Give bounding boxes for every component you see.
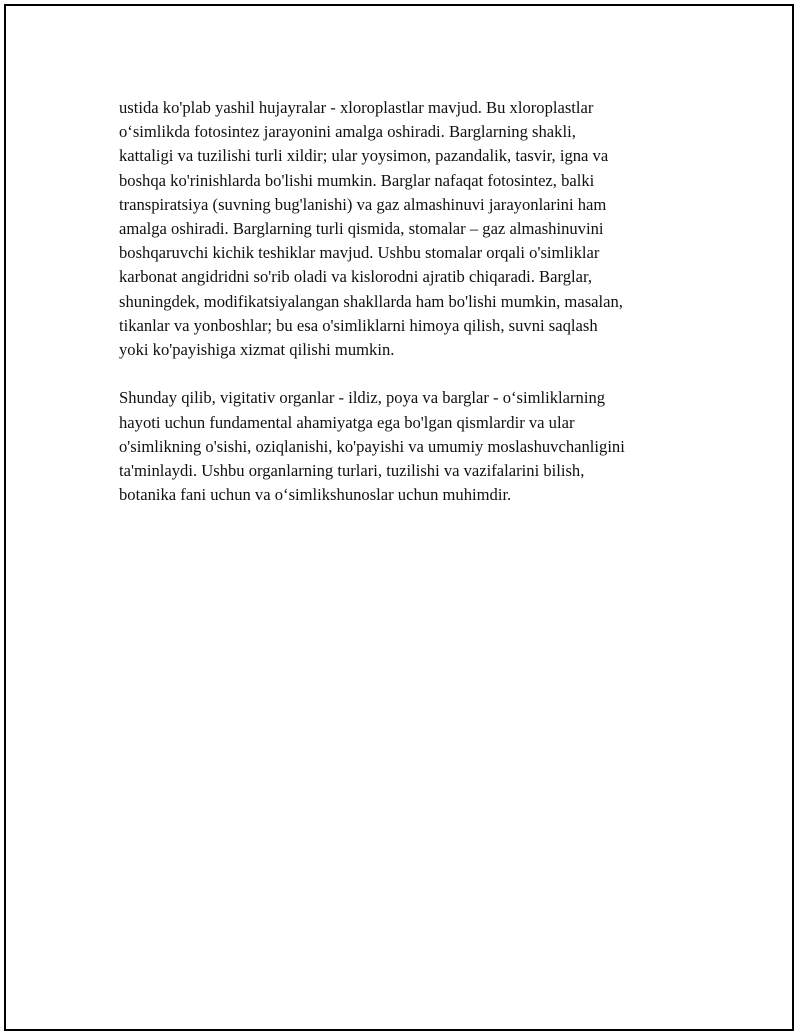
text-line: shuningdek, modifikatsiyalangan shakllarda ham bo'lishi mumkin, masalan, <box>119 291 623 311</box>
text-line: boshqa ko'rinishlarda bo'lishi mumkin. Barglar nafaqat fotosintez, balki <box>119 170 595 190</box>
text-line: kattaligi va tuzilishi turli xildir; ular yoysimon, pazandalik, tasvir, igna va <box>119 146 609 166</box>
text-line: boshqaruvchi kichik teshiklar mavjud. Ushbu stomalar orqali o'simliklar <box>119 243 600 263</box>
text-line: hayoti uchun fundamental ahamiyatga ega bo'lgan qismlardir va ular <box>119 412 575 432</box>
text-line: ta'minlaydi. Ushbu organlarning turlari, tuzilishi va vazifalarini bilish, <box>119 461 585 481</box>
page-frame <box>4 4 794 1031</box>
text-line: Shunday qilib, vigitativ organlar - ildiz, poya va barglar - oʻsimliklarning <box>119 388 606 408</box>
text-line: o'simlikning o'sishi, oziqlanishi, ko'payishi va umumiy moslashuvchanligini <box>119 436 625 456</box>
text-line: yoki ko'payishiga xizmat qilishi mumkin. <box>119 340 395 360</box>
paragraph-leaves <box>119 96 719 362</box>
text-line: transpiratsiya (suvning bug'lanishi) va gaz almashinuvi jarayonlarini ham <box>119 194 607 214</box>
paragraph-conclusion <box>119 386 719 507</box>
text-line: tikanlar va yonboshlar; bu esa o'simliklarni himoya qilish, suvni saqlash <box>119 315 598 335</box>
text-line: botanika fani uchun va oʻsimlikshunoslar uchun muhimdir. <box>119 485 512 505</box>
text-line: ustida ko'plab yashil hujayralar - xloroplastlar mavjud. Bu xloroplastlar <box>119 98 594 117</box>
text-line: oʻsimlikda fotosintez jarayonini amalga oshiradi. Barglarning shakli, <box>119 122 576 142</box>
document-body <box>119 96 719 507</box>
text-line: karbonat angidridni so'rib oladi va kislorodni ajratib chiqaradi. Barglar, <box>119 267 592 287</box>
text-line: amalga oshiradi. Barglarning turli qismida, stomalar – gaz almashinuvini <box>119 219 604 239</box>
